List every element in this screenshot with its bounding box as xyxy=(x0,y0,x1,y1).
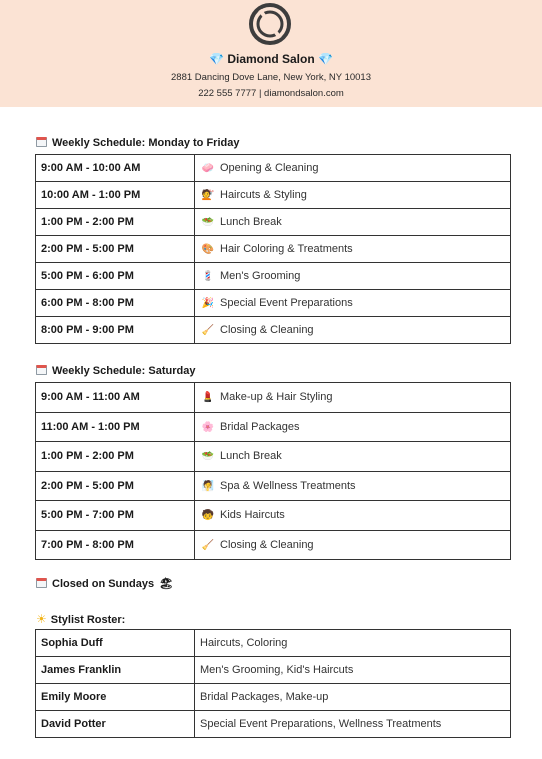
activity-label: Hair Coloring & Treatments xyxy=(220,243,353,255)
weekday-schedule-table xyxy=(35,154,511,344)
salad-icon: 🥗 xyxy=(201,451,215,463)
activity-cell xyxy=(195,442,511,472)
stylist-name: Emily Moore xyxy=(36,684,195,711)
calendar-icon xyxy=(36,137,47,147)
schedule-row xyxy=(36,471,511,501)
lipstick-icon: 💄 xyxy=(201,392,215,404)
broom-icon: 🧹 xyxy=(201,325,215,336)
activity-label: Men's Grooming xyxy=(220,270,301,282)
activity-label: Make-up & Hair Styling xyxy=(220,391,333,404)
time-slot: 5:00 PM - 6:00 PM xyxy=(36,263,195,290)
closed-sundays-note: Closed on Sundays 🏖 xyxy=(36,577,173,590)
schedule-row xyxy=(36,263,511,290)
time-slot: 9:00 AM - 11:00 AM xyxy=(36,383,195,413)
time-slot: 6:00 PM - 8:00 PM xyxy=(36,290,195,317)
activity-label: Closing & Cleaning xyxy=(220,538,314,551)
time-slot: 5:00 PM - 7:00 PM xyxy=(36,501,195,531)
schedule-row xyxy=(36,182,511,209)
activity-label: Lunch Break xyxy=(220,450,282,463)
blossom-icon: 🌸 xyxy=(201,421,215,433)
beach-umbrella-icon: 🏖 xyxy=(159,578,174,590)
activity-label: Closing & Cleaning xyxy=(220,324,314,336)
calendar-icon xyxy=(36,578,47,588)
calendar-icon xyxy=(36,365,47,375)
diamond-icon: 💎 xyxy=(318,52,333,66)
activity-label: Bridal Packages xyxy=(220,420,300,433)
stylist-roster-table xyxy=(35,629,511,738)
time-slot: 2:00 PM - 5:00 PM xyxy=(36,236,195,263)
stylist-name: Sophia Duff xyxy=(36,630,195,657)
time-slot: 1:00 PM - 2:00 PM xyxy=(36,442,195,472)
stylist-skills: Men's Grooming, Kid's Haircuts xyxy=(195,657,511,684)
time-slot: 1:00 PM - 2:00 PM xyxy=(36,209,195,236)
broom-icon: 🧹 xyxy=(201,539,215,551)
child-icon: 🧒 xyxy=(201,510,215,522)
time-slot: 8:00 PM - 9:00 PM xyxy=(36,317,195,344)
activity-label: Opening & Cleaning xyxy=(220,162,319,174)
activity-cell xyxy=(195,471,511,501)
party-popper-icon: 🎉 xyxy=(201,298,215,309)
roster-row xyxy=(36,657,511,684)
haircut-icon: 💇 xyxy=(201,190,215,201)
activity-cell xyxy=(195,530,511,560)
activity-label: Haircuts & Styling xyxy=(220,189,307,201)
roster-row xyxy=(36,711,511,738)
activity-cell xyxy=(195,182,511,209)
activity-label: Spa & Wellness Treatments xyxy=(220,479,356,492)
activity-cell xyxy=(195,236,511,263)
salon-name-line xyxy=(0,52,542,66)
salon-address: 2881 Dancing Dove Lane, New York, NY 10013 xyxy=(171,72,371,83)
stylist-skills: Haircuts, Coloring xyxy=(195,630,511,657)
stylist-skills: Bridal Packages, Make-up xyxy=(195,684,511,711)
stylist-name: James Franklin xyxy=(36,657,195,684)
time-slot: 10:00 AM - 1:00 PM xyxy=(36,182,195,209)
schedule-row xyxy=(36,530,511,560)
weekday-schedule-title: Weekly Schedule: Monday to Friday xyxy=(36,137,239,149)
activity-cell xyxy=(195,412,511,442)
barber-pole-icon: 💈 xyxy=(201,271,215,282)
schedule-row xyxy=(36,383,511,413)
soap-icon: 🧼 xyxy=(201,163,215,174)
sun-icon: ☀ xyxy=(36,612,47,626)
saturday-schedule-table xyxy=(35,382,511,560)
saturday-schedule-title: Weekly Schedule: Saturday xyxy=(36,365,195,377)
activity-cell xyxy=(195,317,511,344)
activity-cell xyxy=(195,501,511,531)
diamond-icon: 💎 xyxy=(209,52,224,66)
schedule-row xyxy=(36,442,511,472)
roster-row xyxy=(36,684,511,711)
time-slot: 2:00 PM - 5:00 PM xyxy=(36,471,195,501)
schedule-row xyxy=(36,317,511,344)
activity-cell xyxy=(195,155,511,182)
salon-contact: 222 555 7777 | diamondsalon.com xyxy=(198,88,344,99)
schedule-row xyxy=(36,236,511,263)
schedule-row xyxy=(36,501,511,531)
activity-label: Kids Haircuts xyxy=(220,509,285,522)
schedule-row xyxy=(36,412,511,442)
activity-label: Special Event Preparations xyxy=(220,297,353,309)
activity-cell xyxy=(195,209,511,236)
stylist-roster-title: ☀ Stylist Roster: xyxy=(36,612,126,626)
salad-icon: 🥗 xyxy=(201,217,215,228)
schedule-row xyxy=(36,155,511,182)
palette-icon: 🎨 xyxy=(201,244,215,255)
stylist-name: David Potter xyxy=(36,711,195,738)
activity-cell xyxy=(195,290,511,317)
salon-logo-icon xyxy=(246,2,294,50)
time-slot: 7:00 PM - 8:00 PM xyxy=(36,530,195,560)
time-slot: 9:00 AM - 10:00 AM xyxy=(36,155,195,182)
header xyxy=(0,0,542,107)
spa-person-icon: 🧖 xyxy=(201,480,215,492)
activity-label: Lunch Break xyxy=(220,216,282,228)
activity-cell xyxy=(195,383,511,413)
stylist-skills: Special Event Preparations, Wellness Treatments xyxy=(195,711,511,738)
schedule-row xyxy=(36,209,511,236)
time-slot: 11:00 AM - 1:00 PM xyxy=(36,412,195,442)
roster-row xyxy=(36,630,511,657)
salon-name: Diamond Salon xyxy=(227,52,315,66)
schedule-row xyxy=(36,290,511,317)
activity-cell xyxy=(195,263,511,290)
